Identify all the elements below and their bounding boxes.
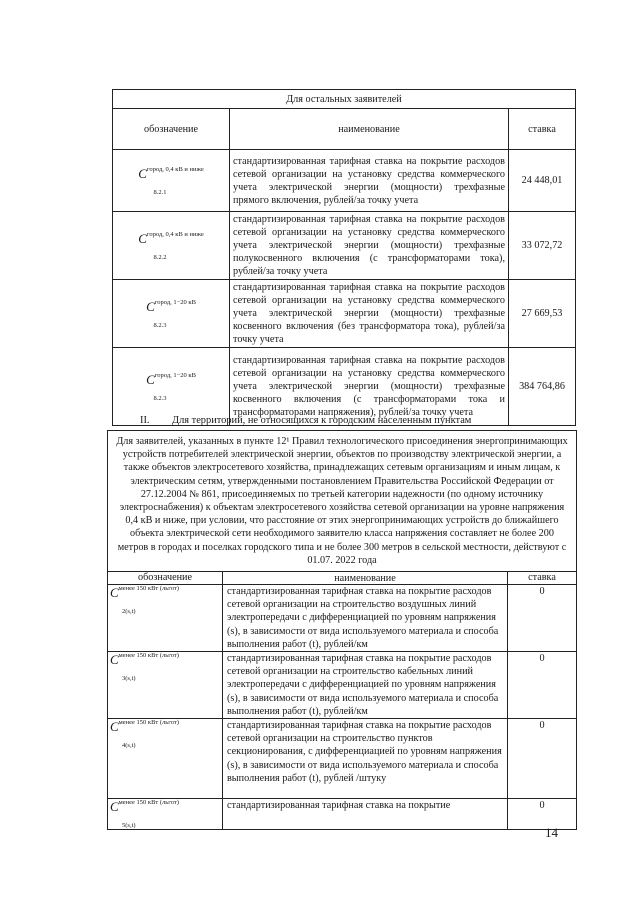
rate-symbol: $C^{город, 1-20 кВ}$ $_{8.2.3}$: [113, 348, 230, 426]
rate-symbol: $C^{город, 0,4 кВ и ниже}$ $_{8.2.1}$: [113, 150, 230, 212]
rate-description: стандартизированная тарифная ставка на покрытие расходов сетевой организации на установку средства коммерческого учета электрической энергии (мощности) трехфазные полукосвенного включения (с трансформаторами тока), рублей/за точку учета: [230, 212, 509, 280]
rate-symbol: $C^{город, 1-20 кВ}$ $_{8.2.3}$: [113, 280, 230, 348]
rate-symbol: $C^{менее 150 кВт (льгот)}$ $_{5(s,t)}$: [108, 799, 223, 830]
table-row: [108, 719, 577, 799]
rate-value: 33 072,72: [509, 212, 576, 280]
rate-symbol: $C^{менее 150 кВт (льгот)}$ $_{3(s,t)}$: [108, 652, 223, 719]
table-caption: Для остальных заявителей: [113, 90, 576, 109]
column-header-name: наименование: [230, 109, 509, 150]
rate-description: стандартизированная тарифная ставка на покрытие расходов сетевой организации на строительство воздушных линий электропередачи с дифференциацией по уровням напряжения (s), в зависимости от вида используемого материала и способа выполнения работ (t), рублей/км: [223, 585, 508, 652]
column-header-name: наименование: [223, 572, 508, 585]
rate-value: 0: [508, 799, 577, 830]
rate-description: стандартизированная тарифная ставка на покрытие расходов сетевой организации на установку средства коммерческого учета электрической энергии (мощности) трехфазные прямого включения, рублей/за точку учета: [230, 150, 509, 212]
rate-value: 0: [508, 719, 577, 799]
rate-value: 0: [508, 652, 577, 719]
page-number: 14: [545, 825, 558, 840]
column-header-rate: ставка: [508, 572, 577, 585]
rate-description: стандартизированная тарифная ставка на покрытие расходов сетевой организации на установку средства коммерческого учета электрической энергии (мощности) трехфазные косвенного включения (без трансформатора тока), рублей/за точку учета: [230, 280, 509, 348]
table-row: [113, 348, 576, 426]
rate-description: стандартизированная тарифная ставка на покрытие расходов сетевой организации на строительство кабельных линий электропередачи с дифференциацией по уровням напряжения (s), в зависимости от вида используемого материала и способа выполнения работ (t), рублей/км: [223, 652, 508, 719]
table-row: [113, 212, 576, 280]
table-row: [108, 799, 577, 830]
column-header-code: обозначение: [113, 109, 230, 150]
table-row: [108, 585, 577, 652]
rate-symbol: $C^{менее 150 кВт (льгот)}$ $_{4(s,t)}$: [108, 719, 223, 799]
table-row: [108, 652, 577, 719]
rate-value: 384 764,86: [509, 348, 576, 426]
table-row: [113, 280, 576, 348]
rate-description: стандартизированная тарифная ставка на покрытие расходов сетевой организации на строительство пунктов секционирования, с дифференциацией по уровням напряжения (s), в зависимости от вида используемого материала и способа выполнения работ (t), рублей /штуку: [223, 719, 508, 799]
rate-value: 24 448,01: [509, 150, 576, 212]
rate-symbol: $C^{менее 150 кВт (льгот)}$ $_{2(s,t)}$: [108, 585, 223, 652]
table-row: [113, 150, 576, 212]
section-heading: [140, 415, 471, 426]
rates-table-rural: [107, 430, 577, 830]
rate-value: 0: [508, 585, 577, 652]
rates-table-other-applicants: [112, 89, 576, 426]
rate-description: стандартизированная тарифная ставка на покрытие: [223, 799, 508, 830]
table-intro-text: Для заявителей, указанных в пункте 12¹ Правил технологического присоединения энергопринимающих устройств потребителей электрической энергии, объектов по производству электрической энергии, а также объектов электросетевого хозяйства, принадлежащих сетевым организациям и иным лицам, к электрическим сетям, утвержденными постановлением Правительства Российской Федерации от 27.12.2004 № 861, присоединяемых по третьей категории надежности (по одному источнику электроснабжения) к объектам электросетевого хозяйства сетевой организации на уровне напряжения 0,4 кВ и ниже, при условии, что расстояние от этих энергопринимающих устройств до ближайшего объекта электрической сети необходимого заявителю класса напряжения составляет не более 200 метров в городах и поселках городского типа и не более 300 метров в сельской местности, действуют с 01.07. 2022 года: [108, 431, 577, 572]
section-number: II.: [140, 415, 150, 426]
column-header-rate: ставка: [509, 109, 576, 150]
section-title: Для территорий, не относящихся к городским населенным пунктам: [172, 415, 472, 426]
rate-description: стандартизированная тарифная ставка на покрытие расходов сетевой организации на установку средства коммерческого учета электрической энергии (мощности) трехфазные косвенного включения (с трансформаторами тока и трансформаторами напряжения), рублей/за точку учета: [230, 348, 509, 426]
column-header-code: обозначение: [108, 572, 223, 585]
rate-symbol: $C^{город, 0,4 кВ и ниже}$ $_{8.2.2}$: [113, 212, 230, 280]
rate-value: 27 669,53: [509, 280, 576, 348]
